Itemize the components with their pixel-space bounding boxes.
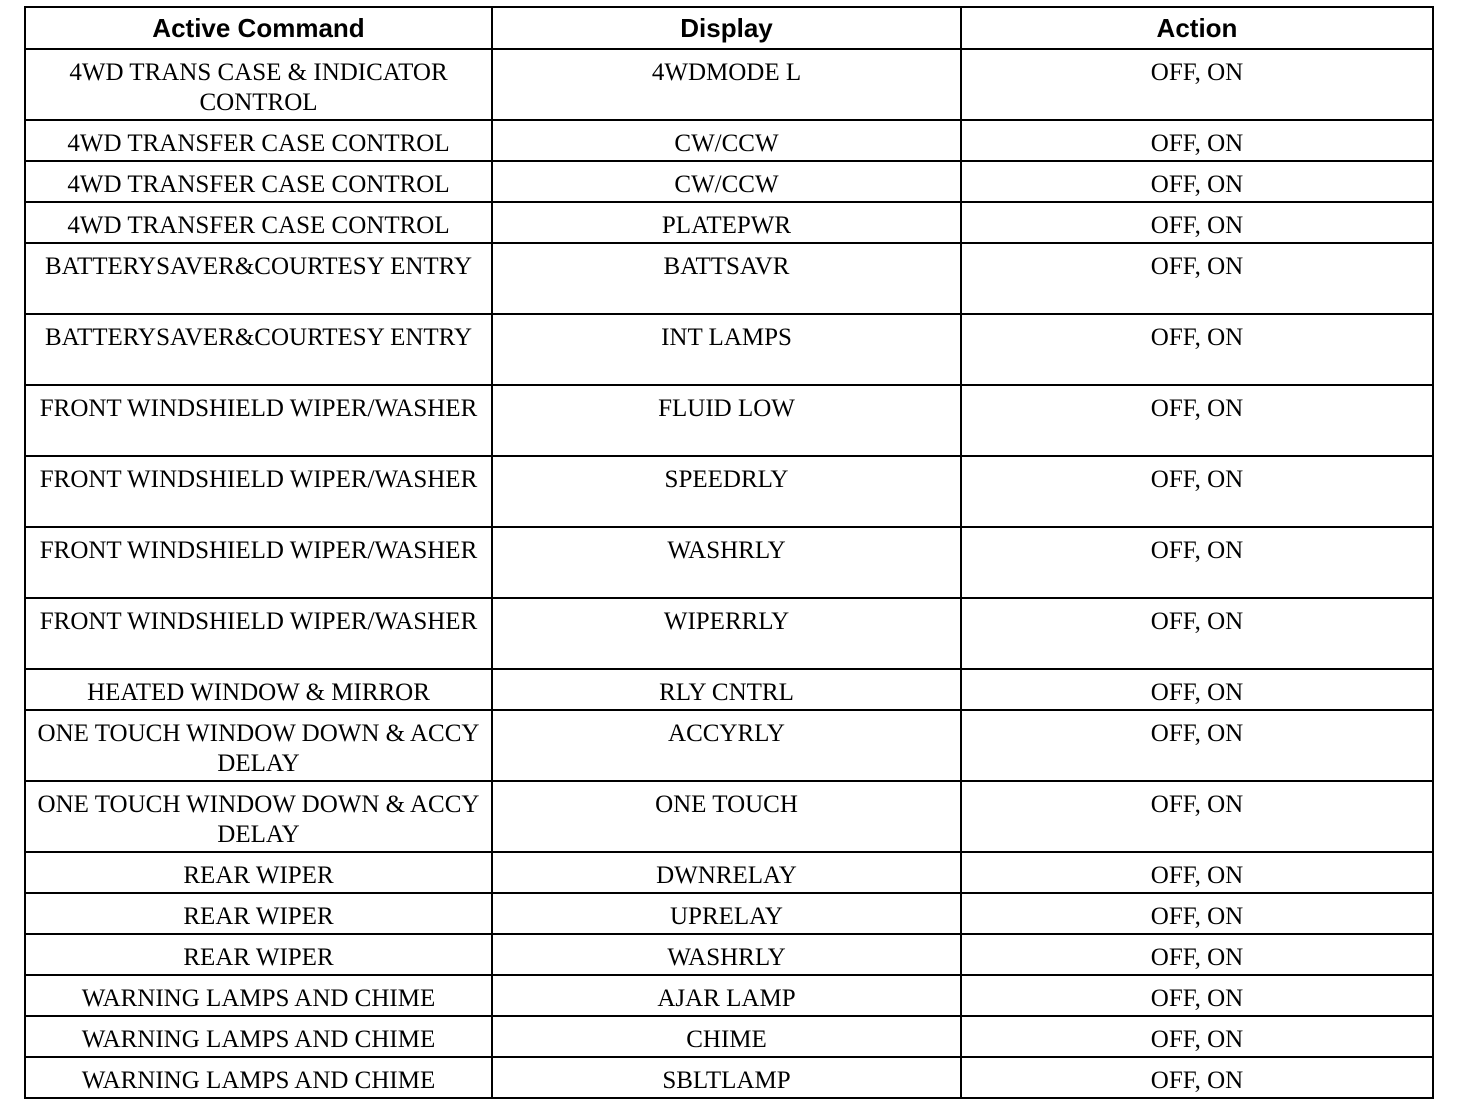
- cell-action: OFF, ON: [961, 669, 1433, 710]
- cell-display: BATTSAVR: [492, 243, 961, 314]
- cell-display: AJAR LAMP: [492, 975, 961, 1016]
- cell-display: 4WDMODE L: [492, 49, 961, 120]
- cell-action: OFF, ON: [961, 852, 1433, 893]
- cell-active-command: BATTERYSAVER&COURTESY ENTRY: [25, 243, 492, 314]
- table-row: [25, 893, 1433, 934]
- cell-display: FLUID LOW: [492, 385, 961, 456]
- cell-display: ONE TOUCH: [492, 781, 961, 852]
- cell-active-command: FRONT WINDSHIELD WIPER/WASHER: [25, 385, 492, 456]
- table-row: [25, 598, 1433, 669]
- cell-display: CW/CCW: [492, 120, 961, 161]
- table-row: [25, 385, 1433, 456]
- cell-active-command: WARNING LAMPS AND CHIME: [25, 1016, 492, 1057]
- cell-action: OFF, ON: [961, 49, 1433, 120]
- cell-display: INT LAMPS: [492, 314, 961, 385]
- cell-active-command: HEATED WINDOW & MIRROR: [25, 669, 492, 710]
- table-row: [25, 975, 1433, 1016]
- cell-action: OFF, ON: [961, 710, 1433, 781]
- cell-active-command: 4WD TRANSFER CASE CONTROL: [25, 120, 492, 161]
- cell-display: CW/CCW: [492, 161, 961, 202]
- table-row: [25, 934, 1433, 975]
- cell-active-command: WARNING LAMPS AND CHIME: [25, 975, 492, 1016]
- table-row: [25, 161, 1433, 202]
- cell-active-command: FRONT WINDSHIELD WIPER/WASHER: [25, 598, 492, 669]
- cell-active-command: FRONT WINDSHIELD WIPER/WASHER: [25, 527, 492, 598]
- cell-active-command: BATTERYSAVER&COURTESY ENTRY: [25, 314, 492, 385]
- table-row: [25, 243, 1433, 314]
- cell-action: OFF, ON: [961, 934, 1433, 975]
- cell-action: OFF, ON: [961, 161, 1433, 202]
- cell-display: RLY CNTRL: [492, 669, 961, 710]
- cell-action: OFF, ON: [961, 314, 1433, 385]
- cell-display: UPRELAY: [492, 893, 961, 934]
- cell-action: OFF, ON: [961, 527, 1433, 598]
- cell-action: OFF, ON: [961, 893, 1433, 934]
- cell-display: WIPERRLY: [492, 598, 961, 669]
- cell-active-command: REAR WIPER: [25, 934, 492, 975]
- cell-action: OFF, ON: [961, 1057, 1433, 1098]
- cell-action: OFF, ON: [961, 456, 1433, 527]
- cell-action: OFF, ON: [961, 781, 1433, 852]
- table-row: [25, 456, 1433, 527]
- cell-active-command: REAR WIPER: [25, 852, 492, 893]
- cell-active-command: REAR WIPER: [25, 893, 492, 934]
- table-row: [25, 1057, 1433, 1098]
- cell-display: ACCYRLY: [492, 710, 961, 781]
- cell-active-command: FRONT WINDSHIELD WIPER/WASHER: [25, 456, 492, 527]
- cell-action: OFF, ON: [961, 385, 1433, 456]
- table-row: [25, 202, 1433, 243]
- header-action: Action: [961, 7, 1433, 49]
- cell-display: CHIME: [492, 1016, 961, 1057]
- cell-display: SPEEDRLY: [492, 456, 961, 527]
- cell-active-command: 4WD TRANS CASE & INDICATOR CONTROL: [25, 49, 492, 120]
- table-row: [25, 669, 1433, 710]
- cell-active-command: 4WD TRANSFER CASE CONTROL: [25, 161, 492, 202]
- cell-display: WASHRLY: [492, 934, 961, 975]
- table-row: [25, 314, 1433, 385]
- table-row: [25, 120, 1433, 161]
- cell-action: OFF, ON: [961, 598, 1433, 669]
- cell-action: OFF, ON: [961, 243, 1433, 314]
- table-header-row: [25, 7, 1433, 49]
- header-display: Display: [492, 7, 961, 49]
- table-row: [25, 852, 1433, 893]
- cell-action: OFF, ON: [961, 120, 1433, 161]
- header-active-command: Active Command: [25, 7, 492, 49]
- table-row: [25, 781, 1433, 852]
- table-row: [25, 49, 1433, 120]
- cell-display: DWNRELAY: [492, 852, 961, 893]
- cell-display: WASHRLY: [492, 527, 961, 598]
- cell-active-command: ONE TOUCH WINDOW DOWN & ACCY DELAY: [25, 781, 492, 852]
- cell-action: OFF, ON: [961, 975, 1433, 1016]
- table-body: [25, 49, 1433, 1098]
- cell-active-command: 4WD TRANSFER CASE CONTROL: [25, 202, 492, 243]
- cell-display: SBLTLAMP: [492, 1057, 961, 1098]
- table-row: [25, 710, 1433, 781]
- cell-action: OFF, ON: [961, 1016, 1433, 1057]
- cell-display: PLATEPWR: [492, 202, 961, 243]
- cell-action: OFF, ON: [961, 202, 1433, 243]
- cell-active-command: WARNING LAMPS AND CHIME: [25, 1057, 492, 1098]
- table-row: [25, 527, 1433, 598]
- table-row: [25, 1016, 1433, 1057]
- cell-active-command: ONE TOUCH WINDOW DOWN & ACCY DELAY: [25, 710, 492, 781]
- active-command-table: [24, 6, 1434, 1099]
